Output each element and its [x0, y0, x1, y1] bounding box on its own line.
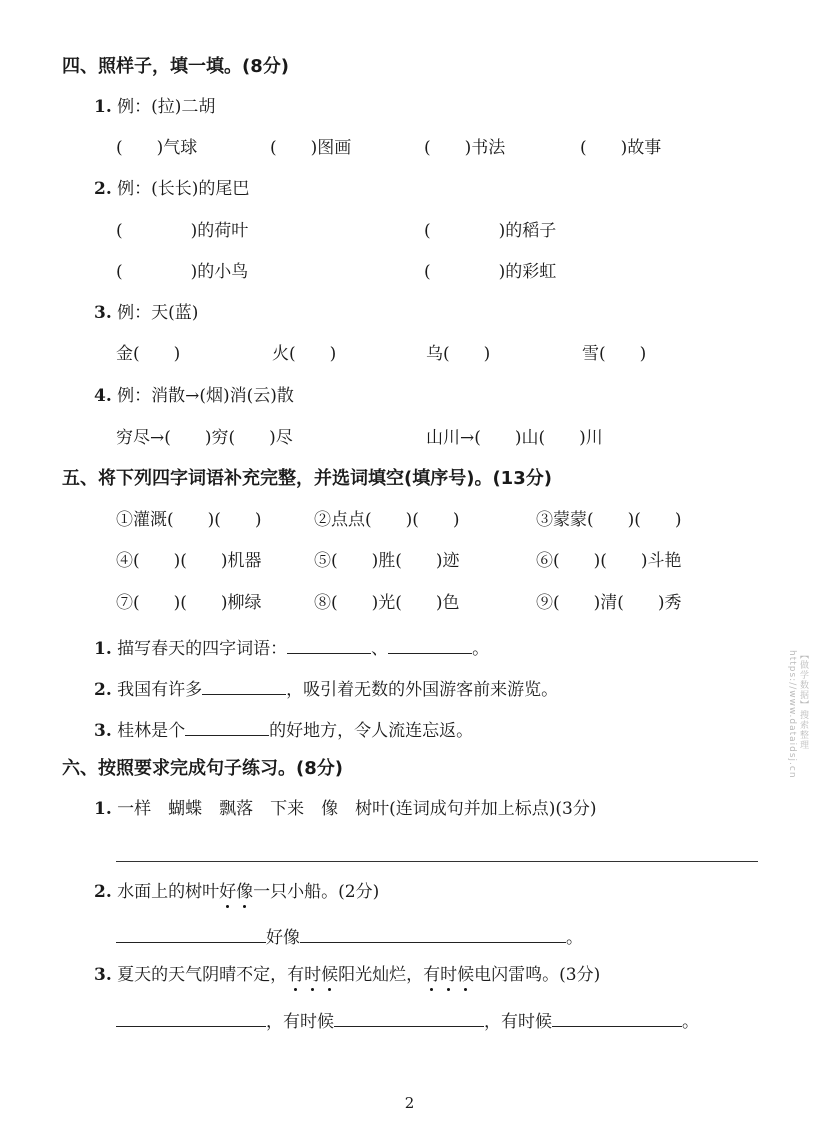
s6-q2	[94, 884, 379, 901]
question-text: 描写春天的四字词语：	[117, 639, 288, 659]
question-text: 桂林是个	[117, 721, 186, 741]
watermark: 【做学数据】搜索整理 https://www.dataidsj.cn	[787, 650, 808, 779]
s4-q1-item-4[interactable]: ( )故事	[580, 138, 662, 158]
question-text: 阳光灿烂，	[338, 965, 424, 985]
s4-q3-item-4[interactable]: 雪( )	[582, 344, 647, 364]
s5-word-8[interactable]: ⑧( )光( )色	[314, 593, 460, 613]
question-number: 1.	[94, 97, 112, 117]
s4-q1-example	[94, 99, 215, 116]
question-number: 2.	[94, 680, 112, 700]
s4-q1-item-2[interactable]: ( )图画	[270, 138, 352, 158]
dotted-word: 有时候	[423, 965, 475, 985]
s6-q2-fill	[116, 926, 583, 947]
separator: 、	[371, 639, 389, 659]
s4-q2-item-3[interactable]: ( )的小鸟	[116, 262, 249, 282]
fill-text: ，有时候	[484, 1012, 552, 1032]
dotted-word: 好像	[219, 882, 254, 902]
s4-q2-item-1[interactable]: ( )的荷叶	[116, 221, 249, 241]
question-text: 的好地方，令人流连忘返。	[269, 721, 474, 741]
s5-q1	[94, 637, 489, 658]
s5-q2	[94, 678, 558, 699]
s6-q1	[94, 801, 597, 818]
question-text: 一只小船。(2分)	[253, 882, 380, 902]
question-number: 2.	[94, 882, 112, 902]
s4-q3-item-2[interactable]: 火( )	[272, 344, 337, 364]
example-text: 例：天(蓝)	[117, 303, 199, 323]
s4-q2-item-2[interactable]: ( )的稻子	[424, 221, 557, 241]
answer-blank[interactable]	[388, 637, 472, 654]
s4-q4-item-2[interactable]: 山川→( )山( )川	[426, 428, 603, 448]
s5-word-3[interactable]: ③蒙蒙( )( )	[536, 510, 682, 530]
question-text: 夏天的天气阴晴不定，	[117, 965, 288, 985]
fill-text: 好像	[266, 928, 300, 948]
s6-q3-fill	[116, 1010, 699, 1031]
question-text: 水面上的树叶	[117, 882, 220, 902]
question-number: 2.	[94, 179, 112, 199]
section-6-title: 六、按照要求完成句子练习。(8分)	[62, 758, 343, 779]
end-punct: 。	[682, 1012, 699, 1032]
s4-q1-item-1[interactable]: ( )气球	[116, 138, 198, 158]
s4-q3-item-3[interactable]: 乌( )	[426, 344, 491, 364]
answer-blank[interactable]	[300, 926, 566, 943]
example-text: 例：(长长)的尾巴	[117, 179, 250, 199]
s4-q2-item-4[interactable]: ( )的彩虹	[424, 262, 557, 282]
dotted-word: 有时候	[287, 965, 339, 985]
s4-q4-example	[94, 388, 294, 405]
answer-blank[interactable]	[116, 1010, 266, 1027]
answer-blank[interactable]	[334, 1010, 484, 1027]
end-punct: 。	[472, 639, 490, 659]
question-text: ，吸引着无数的外国游客前来游览。	[286, 680, 559, 700]
page-number: 2	[404, 1094, 415, 1112]
end-punct: 。	[566, 928, 583, 948]
s4-q3-item-1[interactable]: 金( )	[116, 344, 181, 364]
s4-q4-item-1[interactable]: 穷尽→( )穷( )尽	[116, 428, 293, 448]
question-number: 1.	[94, 639, 112, 659]
s4-q3-example	[94, 305, 198, 322]
section-4-title: 四、照样子，填一填。(8分)	[62, 56, 289, 77]
answer-blank[interactable]	[552, 1010, 682, 1027]
fill-text: ，有时候	[266, 1012, 334, 1032]
question-text: 我国有许多	[117, 680, 203, 700]
s5-word-1[interactable]: ①灌溉( )( )	[116, 510, 262, 530]
question-number: 4.	[94, 386, 112, 406]
section-5-title: 五、将下列四字词语补充完整，并选词填空(填序号)。(13分)	[62, 468, 552, 489]
answer-blank[interactable]	[185, 719, 269, 736]
answer-line[interactable]	[116, 861, 758, 862]
question-text: 一样 蝴蝶 飘落 下来 像 树叶(连词成句并加上标点)(3分)	[117, 799, 597, 819]
s5-word-9[interactable]: ⑨( )清( )秀	[536, 593, 682, 613]
s6-q3	[94, 967, 600, 984]
question-number: 3.	[94, 721, 112, 741]
s5-word-5[interactable]: ⑤( )胜( )迹	[314, 551, 460, 571]
question-number: 3.	[94, 965, 112, 985]
question-number: 1.	[94, 799, 112, 819]
answer-blank[interactable]	[116, 926, 266, 943]
example-text: 例：消散→(烟)消(云)散	[117, 386, 294, 406]
question-number: 3.	[94, 303, 112, 323]
s5-q3	[94, 719, 473, 740]
s5-word-7[interactable]: ⑦( )( )柳绿	[116, 593, 262, 613]
answer-blank[interactable]	[202, 678, 286, 695]
s5-word-2[interactable]: ②点点( )( )	[314, 510, 460, 530]
answer-blank[interactable]	[287, 637, 371, 654]
s4-q1-item-3[interactable]: ( )书法	[424, 138, 506, 158]
example-text: 例：(拉)二胡	[117, 97, 216, 117]
s5-word-6[interactable]: ⑥( )( )斗艳	[536, 551, 682, 571]
s4-q2-example	[94, 181, 249, 198]
question-text: 电闪雷鸣。(3分)	[474, 965, 601, 985]
s5-word-4[interactable]: ④( )( )机器	[116, 551, 262, 571]
